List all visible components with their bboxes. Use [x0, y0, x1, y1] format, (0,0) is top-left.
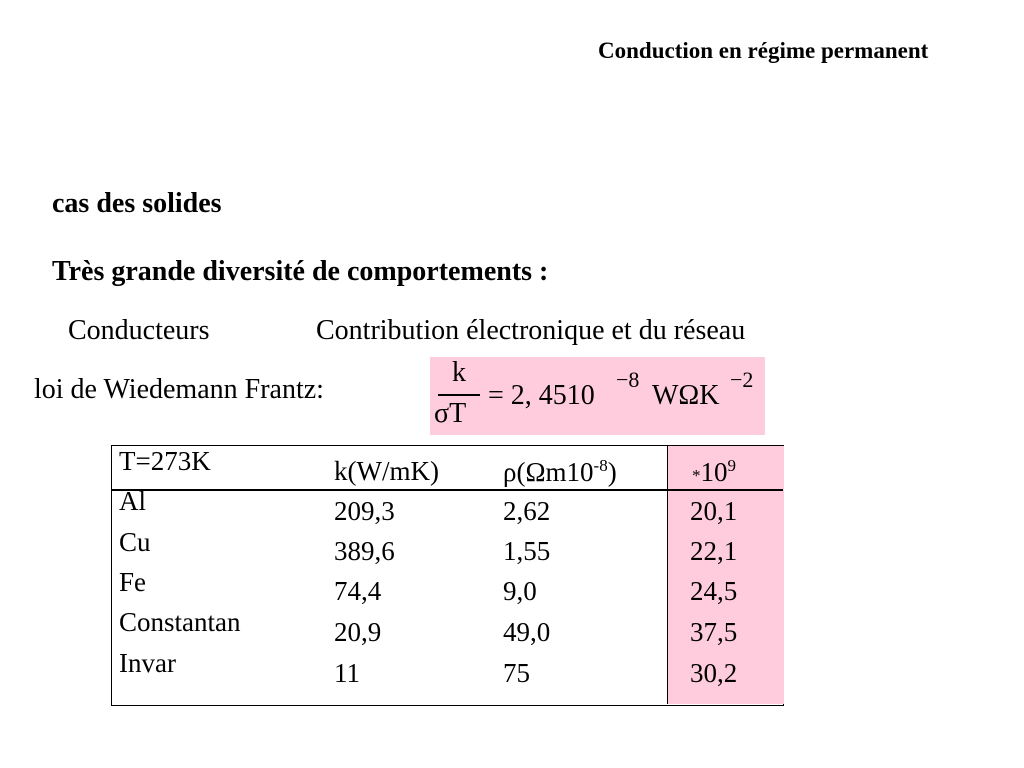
formula-value: = 2, 4510: [488, 380, 595, 411]
row-ratio: 24,5: [690, 576, 738, 606]
header-multiplier-base: 10: [700, 457, 728, 487]
header-multiplier-star: *: [692, 466, 701, 485]
row-rho: 2,62: [503, 496, 551, 526]
row-k: 20,9: [334, 617, 382, 647]
row-material: Al: [119, 486, 146, 516]
law-label: loi de Wiedemann Frantz:: [34, 374, 324, 405]
conducteurs-label: Conducteurs: [68, 315, 210, 346]
row-rho: 1,55: [503, 536, 551, 566]
formula-exponent-2: −2: [730, 367, 754, 392]
row-material: Fe: [119, 567, 146, 597]
row-k: 11: [334, 658, 360, 688]
header-rho-prefix: ρ(Ωm10: [503, 457, 594, 487]
section-heading: cas des solides: [52, 188, 222, 219]
header-temperature: T=273K: [119, 446, 211, 476]
row-material: Invar: [119, 648, 176, 678]
row-rho: 49,0: [503, 617, 551, 647]
row-k: 209,3: [334, 496, 395, 526]
row-ratio: 22,1: [690, 536, 738, 566]
fraction-bar: [438, 394, 480, 396]
row-rho: 75: [503, 658, 530, 688]
row-material: Constantan: [119, 607, 241, 637]
row-rho: 9,0: [503, 576, 537, 606]
row-ratio: 20,1: [690, 496, 738, 526]
wiedemann-franz-formula: [430, 357, 765, 435]
header-multiplier-exponent: 9: [727, 456, 736, 475]
header-rho-suffix: ): [607, 457, 617, 487]
header-rho-exponent: -8: [593, 456, 608, 475]
header-rho: [503, 456, 617, 488]
row-k: 74,4: [334, 576, 382, 606]
row-ratio: 37,5: [690, 617, 738, 647]
row-k: 389,6: [334, 536, 395, 566]
row-material: Cu: [119, 527, 151, 557]
formula-numerator: k: [452, 357, 466, 388]
formula-exponent-1: −8: [616, 367, 640, 392]
formula-denominator: σT: [434, 398, 467, 429]
section-subheading: Très grande diversité de comportements :: [52, 256, 549, 287]
header-k: k(W/mK): [334, 456, 439, 486]
page-title: Conduction en régime permanent: [598, 38, 929, 63]
materials-table: [111, 445, 784, 706]
formula-unit: WΩK: [652, 380, 720, 411]
header-divider: [112, 489, 783, 491]
conducteurs-description: Contribution électronique et du réseau: [316, 315, 746, 346]
header-multiplier: [692, 456, 736, 488]
row-ratio: 30,2: [690, 658, 738, 688]
